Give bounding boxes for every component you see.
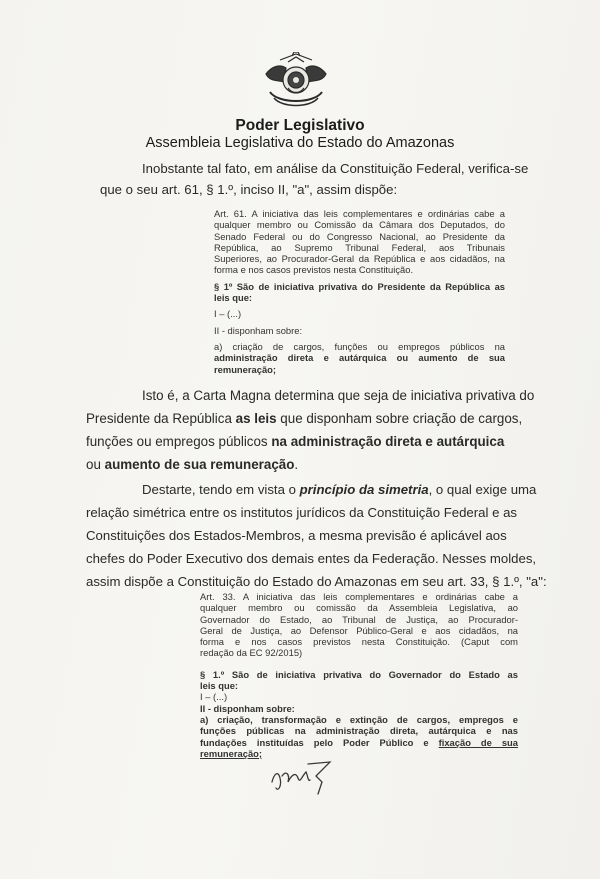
quote-ce-art33: Art. 33. A iniciativa das leis complementares e ordinárias cabe a qualquer membro ou comissão da Assembleia Legislativa, ao Governador do Estado, ao Tribunal de Justiça, ao Procurador- Geral de Justiça, ao Defensor Público-Geral e aos cidadãos, na forma e nos casos previstos nesta Constituição. (Caput com redação da EC 92/2015) § 1.º São de iniciativa privativa do Governador do Estado as leis que: I – (...) II - disponham sobre: a) criação, transformação e extinção de cargos, empregos e funções públicas na administração direta, autárquica e nas fundações instituídas pelo Poder Público e fixação de sua remuneração; [200,591,518,759]
header-subtitle: Assembleia Legislativa do Estado do Amazonas [145,135,455,151]
header-title: Poder Legislativo [235,117,365,134]
quote-cf-art61: Art. 61. A iniciativa das leis complementares e ordinárias cabe a qualquer membro ou Comissão da Câmara dos Deputados, do Senado Federal ou do Congresso Nacional, ao Presidente da República, ao Supremo Tribunal Federal, aos Tribunais Superiores, ao Procurador-Geral da República e aos cidadãos, na forma e nos casos previstos nesta Constituição. § 1º São de iniciativa privativa do Presidente da República as leis que: I – (...) II - disponham sobre: a) criação de cargos, funções ou empregos públicos na administração direta e autárquica ou aumento de sua remuneração; [214,208,505,375]
paragraph-destarte: Destarte, tendo em vista o princípio da simetria, o qual exige uma relação simétrica entre os institutos jurídicos da Constituição Federal e as Constituições dos Estados-Membros, a mesma previsão é aplicável aos chefes do Poder Executivo dos demais entes da Federação. Nesses moldes, assim dispõe a Constituição do Estado do Amazonas em seu art. 33, § 1.º, "a": [86,482,547,589]
paragraph-intro: Inobstante tal fato, em análise da Constituição Federal, verifica-se que o seu art. 61, § 1.º, inciso II, "a", assim dispõe: [100,161,529,197]
paragraph-carta-magna: Isto é, a Carta Magna determina que seja de iniciativa privativa do Presidente da República as leis que disponham sobre criação de cargos, funções ou empregos públicos na administração direta e autárquica ou aumento de sua remuneração. [86,388,535,472]
coat-of-arms-emblem [258,52,334,110]
handwritten-initials [268,752,338,798]
